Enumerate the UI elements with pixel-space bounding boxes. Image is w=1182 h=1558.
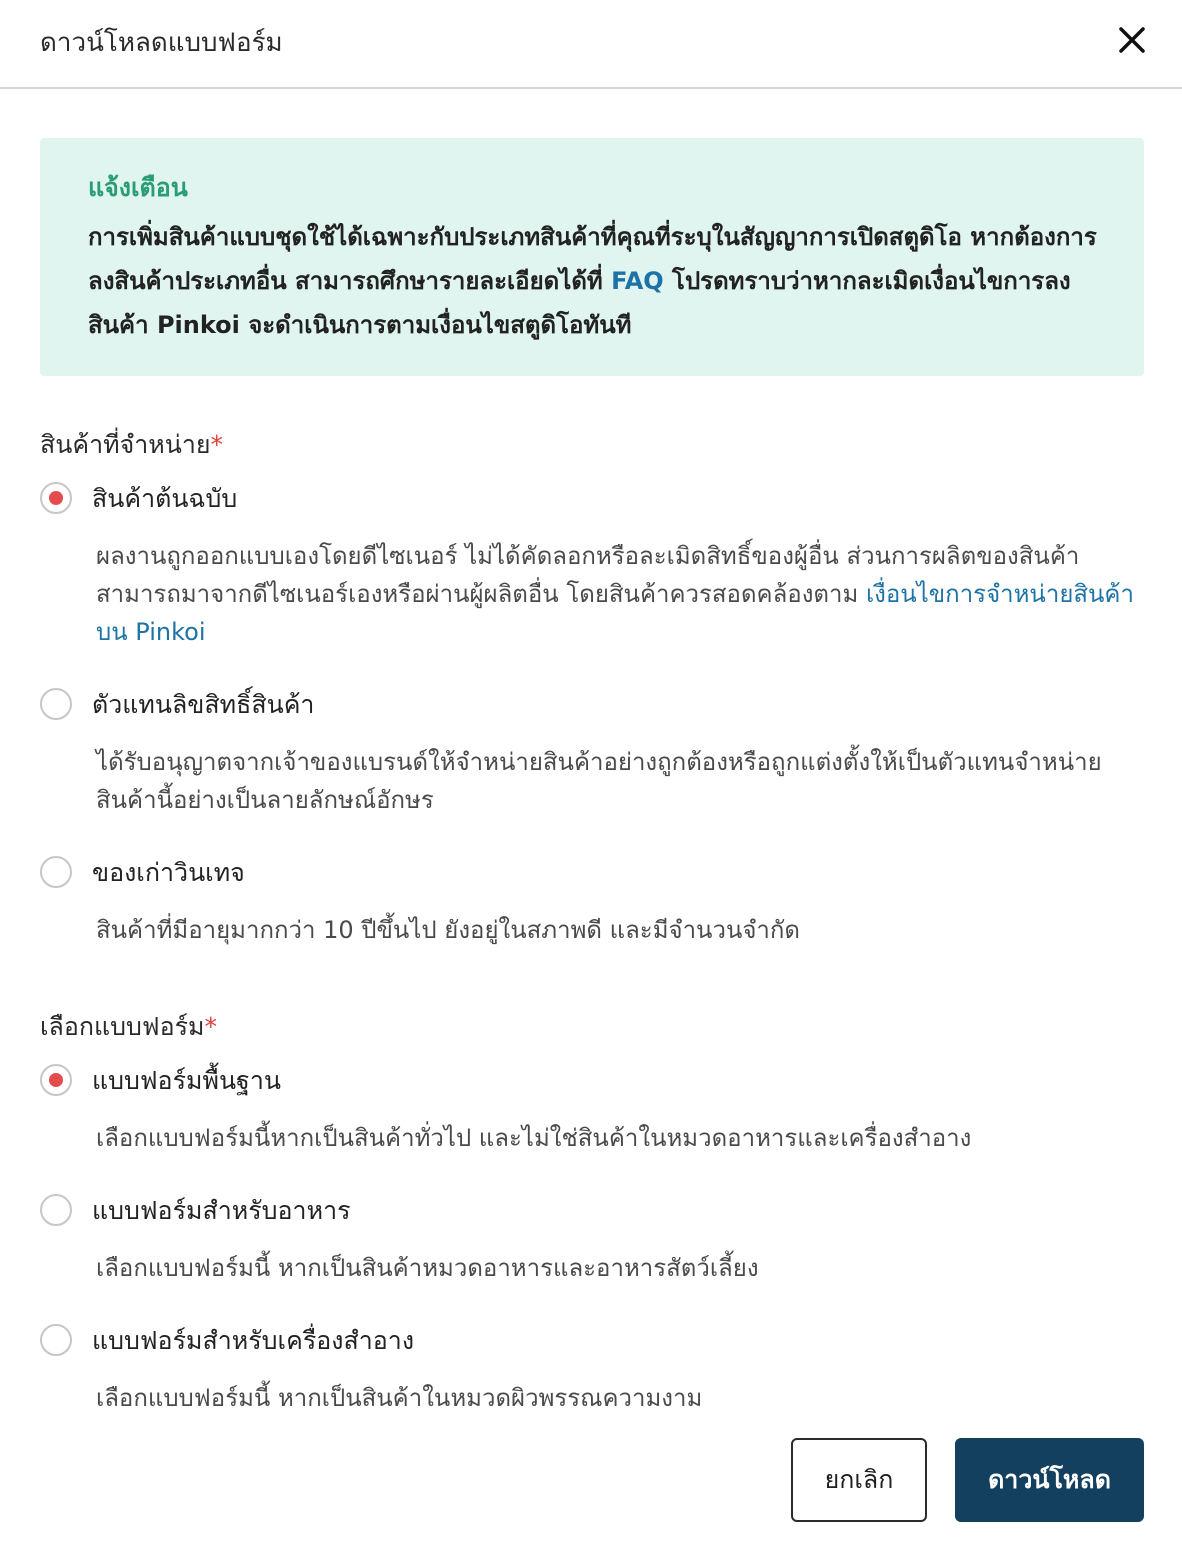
option-desc-basic-form: เลือกแบบฟอร์มนี้หากเป็นสินค้าทั่วไป และไม่ใช่สินค้าในหมวดอาหารและเครื่องสำอาง [96,1124,972,1152]
notice-body [88,215,1100,347]
option-label-vintage[interactable]: ของเก่าวินเทจ [92,858,245,887]
option-label-basic-form[interactable]: แบบฟอร์มพื้นฐาน [92,1066,281,1095]
download-button[interactable]: ดาวน์โหลด [955,1438,1144,1522]
required-mark: * [210,430,224,459]
option-desc-text: ผลงานถูกออกแบบเองโดยดีไซเนอร์ ไม่ได้คัดลอกหรือละเมิดสิทธิ์ของผู้อื่น ส่วนการผลิตของสินค้าสามารถมาจากดีไซเนอร์เองหรือผ่านผู้ผลิตอื่น โดยสินค้าควรสอดคล้องตาม [96,542,1080,608]
faq-link[interactable]: FAQ [611,267,664,295]
option-label-original-product[interactable]: สินค้าต้นฉบับ [92,484,238,513]
notice-title: แจ้งเตือน [88,173,188,202]
radio-original-product[interactable] [40,482,72,514]
cancel-button[interactable]: ยกเลิก [791,1438,927,1522]
dialog-title: ดาวน์โหลดแบบฟอร์ม [40,28,283,58]
option-desc-original-product [96,537,1146,651]
radio-cosmetics-form[interactable] [40,1324,72,1356]
option-desc-cosmetics-form: เลือกแบบฟอร์มนี้ หากเป็นสินค้าในหมวดผิวพรรณความงาม [96,1384,703,1412]
radio-vintage[interactable] [40,856,72,888]
option-label-cosmetics-form[interactable]: แบบฟอร์มสำหรับเครื่องสำอาง [92,1326,415,1355]
dialog-header [0,0,1182,89]
notice-box [40,138,1144,376]
close-icon[interactable] [1112,20,1152,60]
option-desc-licensed-agent: ได้รับอนุญาตจากเจ้าของแบรนด์ให้จำหน่ายสินค้าอย่างถูกต้องหรือถูกแต่งตั้งให้เป็นตัวแทนจำหน่ายสินค้านี้อย่างเป็นลายลักษณ์อักษร [96,748,1102,814]
option-desc-vintage: สินค้าที่มีอายุมากกว่า 10 ปีขึ้นไป ยังอยู่ในสภาพดี และมีจำนวนจำกัด [96,916,801,944]
product-type-label-text: สินค้าที่จำหน่าย [40,430,211,459]
selling-conditions-link[interactable]: เงื่อนไขการจำหน่ายสินค้าบน Pinkoi [96,580,1134,646]
radio-licensed-agent[interactable] [40,688,72,720]
option-label-food-form[interactable]: แบบฟอร์มสำหรับอาหาร [92,1196,351,1225]
product-type-label [40,428,223,462]
required-mark: * [204,1012,217,1041]
option-desc-food-form: เลือกแบบฟอร์มนี้ หากเป็นสินค้าหมวดอาหารและอาหารสัตว์เลี้ยง [96,1254,759,1282]
radio-food-form[interactable] [40,1194,72,1226]
notice-text-after-link: โปรดทราบว่าหากละเมิดเงื่อนไขการลงสินค้า Pinkoi จะดำเนินการตามเงื่อนไขสตูดิโอทันที [88,267,1071,339]
notice-text-before-link: การเพิ่มสินค้าแบบชุดใช้ได้เฉพาะกับประเภทสินค้าที่คุณที่ระบุในสัญญาการเปิดสตูดิโอ หากต้องการลงสินค้าประเภทอื่น สามารถศึกษารายละเอียดได้ที่ [88,223,1097,295]
form-type-label-text: เลือกแบบฟอร์ม [40,1012,205,1041]
radio-basic-form[interactable] [40,1064,72,1096]
option-label-licensed-agent[interactable]: ตัวแทนลิขสิทธิ์สินค้า [92,690,315,719]
form-type-label [40,1010,217,1044]
